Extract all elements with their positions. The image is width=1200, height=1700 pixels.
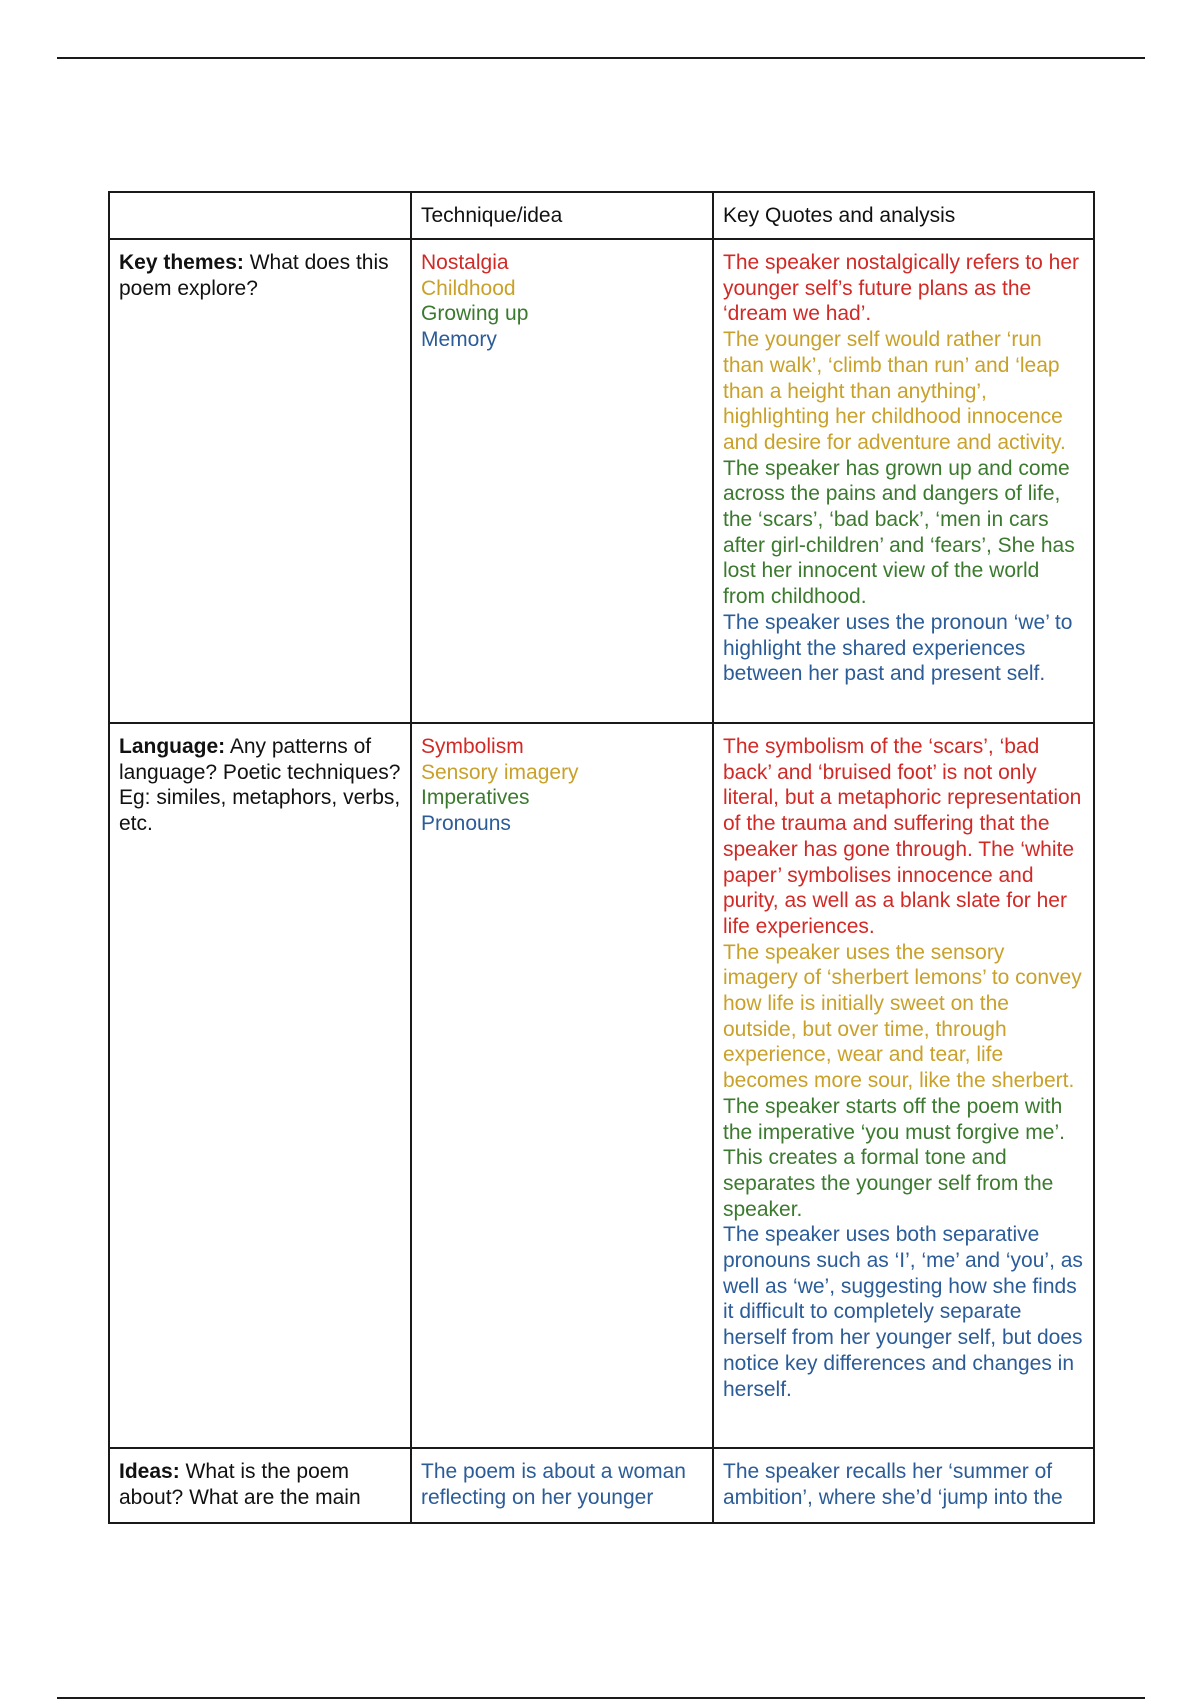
technique-item: Sensory imagery	[421, 760, 579, 784]
technique-item: Memory	[421, 328, 497, 352]
table-row-language	[109, 723, 1094, 1448]
technique-item: Childhood	[421, 276, 516, 300]
technique-cell	[411, 723, 713, 1448]
row-label-text: What does this poem explore?	[119, 251, 389, 300]
row-label-cell	[109, 239, 411, 723]
technique-text: The poem is about a woman reflecting on her younger	[421, 1460, 686, 1509]
technique-item: Imperatives	[421, 786, 530, 810]
technique-item: Pronouns	[421, 812, 511, 836]
analysis-paragraph: The speaker starts off the poem with the imperative ‘you must forgive me’. This creates a formal tone and separates the younger self from the speaker.	[723, 1094, 1065, 1221]
table-row-ideas	[109, 1448, 1094, 1523]
technique-item: Growing up	[421, 302, 529, 326]
table-header-row	[109, 192, 1094, 239]
row-label-text: What is the poem about? What are the main	[119, 1460, 361, 1509]
row-label-text: Any patterns of language? Poetic techniques? Eg: similes, metaphors, verbs, etc.	[119, 735, 401, 836]
top-rule	[57, 57, 1145, 59]
row-label-bold: Language:	[119, 735, 226, 758]
header-key-quotes: Key Quotes and analysis	[713, 192, 1094, 239]
analysis-paragraph: The speaker nostalgically refers to her younger self’s future plans as the ‘dream we had’.	[723, 251, 1080, 326]
row-label-bold: Key themes:	[119, 251, 244, 274]
analysis-paragraph: The speaker uses the sensory imagery of ‘sherbert lemons’ to convey how life is initially sweet on the outside, but over time, through experience, wear and tear, life becomes more sour, like the sherbert.	[723, 940, 1082, 1093]
row-label-cell	[109, 723, 411, 1448]
analysis-paragraph: The speaker uses the pronoun ‘we’ to highlight the shared experiences between her past and present self.	[723, 610, 1073, 686]
analysis-cell	[713, 1448, 1094, 1523]
header-empty-cell	[109, 192, 411, 239]
table-row-key-themes	[109, 239, 1094, 723]
technique-cell	[411, 239, 713, 723]
technique-item: Nostalgia	[421, 251, 509, 274]
header-technique: Technique/idea	[411, 192, 713, 239]
analysis-cell	[713, 723, 1094, 1448]
analysis-paragraph: The younger self would rather ‘run than walk’, ‘climb than run’ and ‘leap than a height than anything’, highlighting her childhood innocence and desire for adventure and activity.	[723, 328, 1066, 454]
analysis-paragraph: The symbolism of the ‘scars’, ‘bad back’ and ‘bruised foot’ is not only literal, but a metaphoric representation of the trauma and suffering that the speaker has gone through. The ‘white paper’ symbolises innocence and purity, as well as a blank slate for her life experiences.	[723, 735, 1082, 938]
bottom-rule	[57, 1697, 1145, 1699]
technique-item: Symbolism	[421, 735, 524, 758]
analysis-paragraph: The speaker uses both separative pronouns such as ‘I’, ‘me’ and ‘you’, as well as ‘we’, suggesting how she finds it difficult to completely separate herself from her younger self, but does notice key differences and changes in herself.	[723, 1223, 1083, 1401]
row-label-cell	[109, 1448, 411, 1523]
poem-notes-table	[108, 191, 1095, 1524]
analysis-paragraph: The speaker recalls her ‘summer of ambition’, where she’d ‘jump into the	[723, 1460, 1063, 1509]
analysis-paragraph: The speaker has grown up and come across the pains and dangers of life, the ‘scars’, ‘bad back’, ‘men in cars after girl-children’ and ‘fears’, She has lost her innocent view of the world from childhood.	[723, 456, 1075, 609]
analysis-cell	[713, 239, 1094, 723]
technique-cell	[411, 1448, 713, 1523]
row-label-bold: Ideas:	[119, 1460, 180, 1483]
